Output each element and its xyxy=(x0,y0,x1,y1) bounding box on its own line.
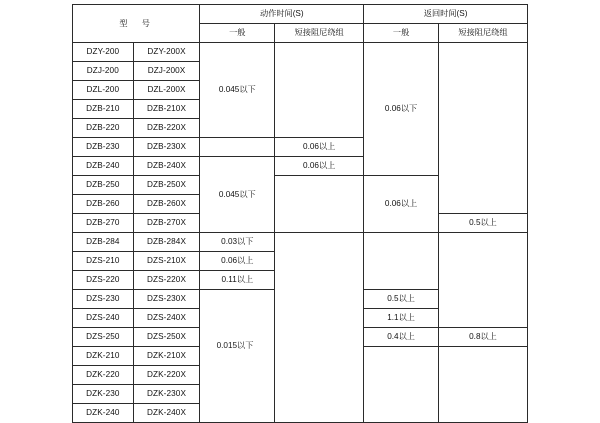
cell-action-shorted: 0.06以上 xyxy=(275,157,364,176)
cell-model-b: DZK-230X xyxy=(133,385,200,404)
cell-model-b: DZB-240X xyxy=(133,157,200,176)
cell-return-general xyxy=(364,233,439,290)
cell-return-general xyxy=(364,347,439,423)
cell-return-general: 0.5以上 xyxy=(364,290,439,309)
cell-action-general: 0.045以下 xyxy=(200,157,275,233)
table-header xyxy=(73,5,528,43)
cell-action-general: 0.045以下 xyxy=(200,43,275,138)
cell-model-a: DZS-230 xyxy=(73,290,134,309)
cell-action-shorted xyxy=(275,43,364,138)
cell-action-general: 0.06以上 xyxy=(200,252,275,271)
cell-action-shorted xyxy=(275,176,364,233)
cell-model-b: DZB-284X xyxy=(133,233,200,252)
cell-return-shorted xyxy=(438,347,527,423)
cell-return-general: 1.1以上 xyxy=(364,309,439,328)
cell-model-a: DZK-210 xyxy=(73,347,134,366)
cell-model-b: DZK-210X xyxy=(133,347,200,366)
cell-model-a: DZB-210 xyxy=(73,100,134,119)
header-group-return-time: 返回时间(S) xyxy=(364,5,528,24)
table-row xyxy=(73,43,528,62)
cell-model-b: DZS-230X xyxy=(133,290,200,309)
cell-model-b: DZB-220X xyxy=(133,119,200,138)
cell-model-a: DZK-230 xyxy=(73,385,134,404)
cell-action-general xyxy=(200,138,275,157)
header-sub-action-general: 一般 xyxy=(200,24,275,43)
cell-model-b: DZJ-200X xyxy=(133,62,200,81)
cell-model-a: DZB-230 xyxy=(73,138,134,157)
cell-return-general: 0.06以上 xyxy=(364,176,439,233)
cell-model-a: DZL-200 xyxy=(73,81,134,100)
header-group-action-time: 动作时间(S) xyxy=(200,5,364,24)
header-sub-action-shorted: 短接阻尼绕组 xyxy=(275,24,364,43)
cell-model-b: DZL-200X xyxy=(133,81,200,100)
header-sub-return-shorted: 短接阻尼绕组 xyxy=(438,24,527,43)
cell-return-shorted xyxy=(438,233,527,328)
cell-return-general: 0.4以上 xyxy=(364,328,439,347)
cell-model-b: DZS-210X xyxy=(133,252,200,271)
cell-action-general: 0.03以下 xyxy=(200,233,275,252)
header-type: 型 号 xyxy=(73,5,200,43)
cell-model-a: DZS-210 xyxy=(73,252,134,271)
cell-model-b: DZB-270X xyxy=(133,214,200,233)
cell-model-b: DZS-220X xyxy=(133,271,200,290)
cell-model-a: DZK-220 xyxy=(73,366,134,385)
cell-action-shorted xyxy=(275,233,364,423)
cell-model-a: DZB-220 xyxy=(73,119,134,138)
cell-model-a: DZB-260 xyxy=(73,195,134,214)
cell-model-a: DZS-240 xyxy=(73,309,134,328)
cell-model-a: DZY-200 xyxy=(73,43,134,62)
cell-action-general xyxy=(200,290,275,423)
table-body xyxy=(73,43,528,423)
cell-model-b: DZB-230X xyxy=(133,138,200,157)
cell-model-b: DZB-250X xyxy=(133,176,200,195)
cell-return-shorted xyxy=(438,43,527,214)
cell-return-general: 0.06以下 xyxy=(364,43,439,176)
cell-model-b: DZY-200X xyxy=(133,43,200,62)
cell-model-b: DZB-260X xyxy=(133,195,200,214)
header-sub-return-general: 一般 xyxy=(364,24,439,43)
specification-table xyxy=(72,4,528,423)
cell-model-b: DZK-240X xyxy=(133,404,200,423)
cell-return-shorted: 0.8以上 xyxy=(438,328,527,347)
cell-return-shorted: 0.5以上 xyxy=(438,214,527,233)
table-row xyxy=(73,233,528,252)
cell-action-general-dzk: 0.015以下 xyxy=(216,341,254,350)
header-row-groups xyxy=(73,5,528,24)
cell-model-a: DZB-284 xyxy=(73,233,134,252)
cell-model-a: DZS-250 xyxy=(73,328,134,347)
cell-model-b: DZK-220X xyxy=(133,366,200,385)
cell-action-shorted: 0.06以上 xyxy=(275,138,364,157)
cell-model-b: DZB-210X xyxy=(133,100,200,119)
cell-model-a: DZB-270 xyxy=(73,214,134,233)
cell-model-a: DZB-250 xyxy=(73,176,134,195)
cell-model-b: DZS-240X xyxy=(133,309,200,328)
cell-action-general: 0.11以上 xyxy=(200,271,275,290)
cell-model-a: DZK-240 xyxy=(73,404,134,423)
cell-model-b: DZS-250X xyxy=(133,328,200,347)
cell-model-a: DZB-240 xyxy=(73,157,134,176)
cell-model-a: DZS-220 xyxy=(73,271,134,290)
cell-model-a: DZJ-200 xyxy=(73,62,134,81)
